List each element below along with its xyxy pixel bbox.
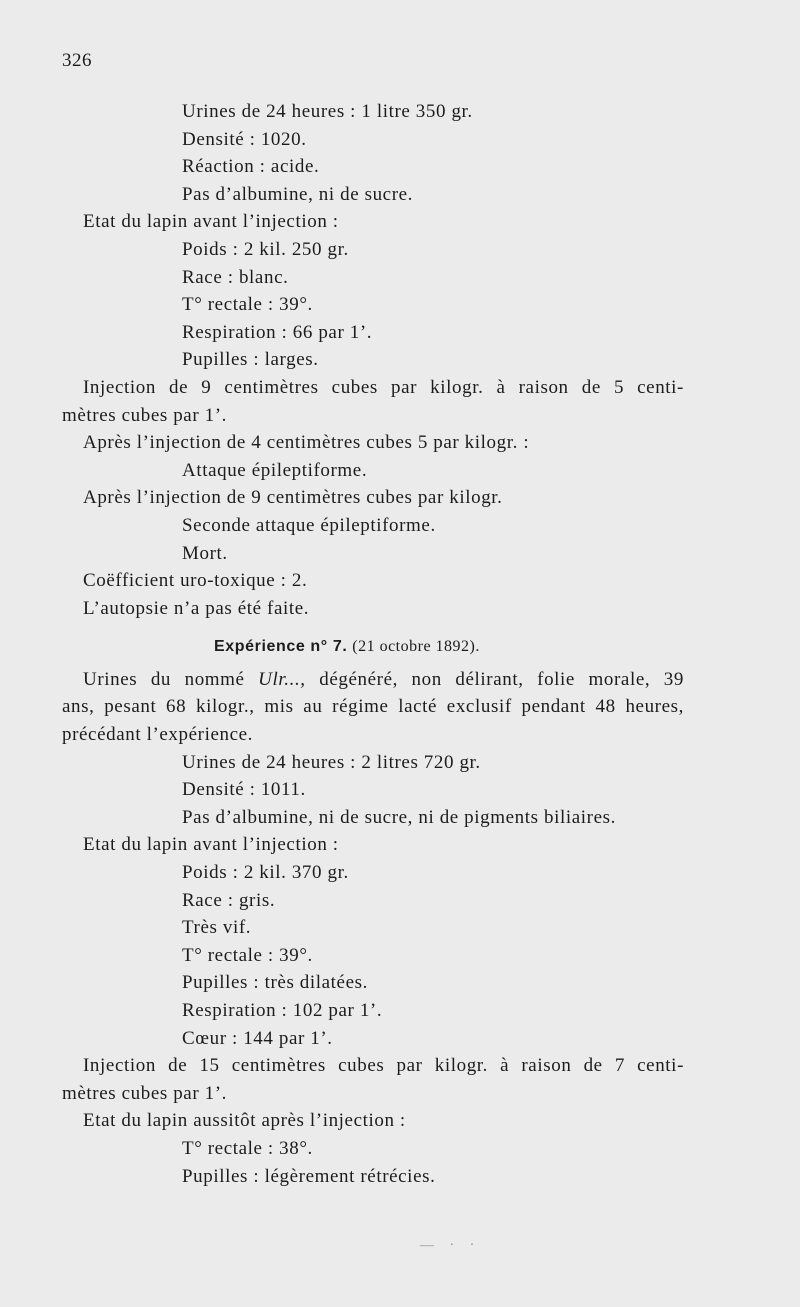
etat-avant-line-2: Etat du lapin avant l’injection :: [83, 834, 339, 856]
injection-line-2: Injection de 15 centimètres cubes par kilogr. à raison de 7 centi-: [83, 1055, 684, 1077]
experiment-date: (21 octobre 1892).: [352, 638, 480, 656]
intro-pre: Urines du nommé: [83, 668, 245, 690]
intro-post: dégénéré, non délirant, folie morale, 39: [319, 668, 684, 690]
pupilles-line: Pupilles : larges.: [182, 349, 319, 371]
race-line: Race : blanc.: [182, 266, 289, 288]
scan-speckle: — · ·: [420, 1238, 481, 1253]
coefficient-line: Coëfficient uro-toxique : 2.: [83, 570, 308, 592]
respiration-line-2: Respiration : 102 par 1’.: [182, 1000, 383, 1021]
intro-line-3: précédant l’expérience.: [62, 724, 254, 746]
injection-line-2-cont: mètres cubes par 1’.: [62, 1082, 227, 1104]
temperature-line: T° rectale : 39°.: [182, 294, 313, 316]
pupilles-apres-line: Pupilles : légèrement rétrécies.: [182, 1165, 436, 1187]
poids-line-2: Poids : 2 kil. 370 gr.: [182, 862, 349, 884]
urines-line-2: Urines de 24 heures : 2 litres 720 gr.: [182, 751, 481, 773]
respiration-line: Respiration : 66 par 1’.: [182, 321, 373, 343]
intro-line: [62, 666, 684, 694]
etat-avant-line: Etat du lapin avant l’injection :: [83, 211, 339, 233]
race-line-2: Race : gris.: [182, 889, 276, 911]
mort-line: Mort.: [182, 542, 228, 564]
injection-line: Injection de 9 centimètres cubes par kilogr. à raison de 5 centi-: [83, 376, 684, 398]
intro-line-2: ans, pesant 68 kilogr., mis au régime lacté exclusif pendant 48 heures,: [62, 696, 684, 718]
urines-line: Urines de 24 heures : 1 litre 350 gr.: [182, 101, 473, 122]
coeur-line: Cœur : 144 par 1’.: [182, 1027, 333, 1049]
experiment-heading: [62, 632, 684, 660]
vif-line: Très vif.: [182, 917, 252, 939]
autopsie-line: L’autopsie n’a pas été faite.: [83, 597, 310, 619]
albumine-line-2: Pas d’albumine, ni de sucre, ni de pigments biliaires.: [182, 806, 616, 828]
patient-name: Ulr...,: [258, 668, 306, 690]
injection-line-cont: mètres cubes par 1’.: [62, 404, 227, 426]
temperature-line-2: T° rectale : 39°.: [182, 944, 313, 966]
albumine-line: Pas d’albumine, ni de sucre.: [182, 183, 414, 205]
pupilles-line-2: Pupilles : très dilatées.: [182, 972, 368, 994]
reaction-line: Réaction : acide.: [182, 156, 320, 178]
densite-line: Densité : 1020.: [182, 128, 307, 150]
attaque-line: Attaque épileptiforme.: [182, 459, 368, 481]
seconde-attaque-line: Seconde attaque épileptiforme.: [182, 514, 436, 536]
page-body: [62, 98, 684, 1190]
page-number: 326: [62, 50, 92, 71]
apres-injection-line: Après l’injection de 4 centimètres cubes 5 par kilogr. :: [83, 432, 530, 454]
poids-line: Poids : 2 kil. 250 gr.: [182, 238, 349, 260]
experiment-title: Expérience n° 7.: [214, 638, 348, 656]
etat-apres-line: Etat du lapin aussitôt après l’injection :: [83, 1110, 406, 1132]
densite-line-2: Densité : 1011.: [182, 779, 306, 801]
temperature-apres-line: T° rectale : 38°.: [182, 1137, 313, 1159]
apres-injection-line-2: Après l’injection de 9 centimètres cubes par kilogr.: [83, 487, 503, 509]
